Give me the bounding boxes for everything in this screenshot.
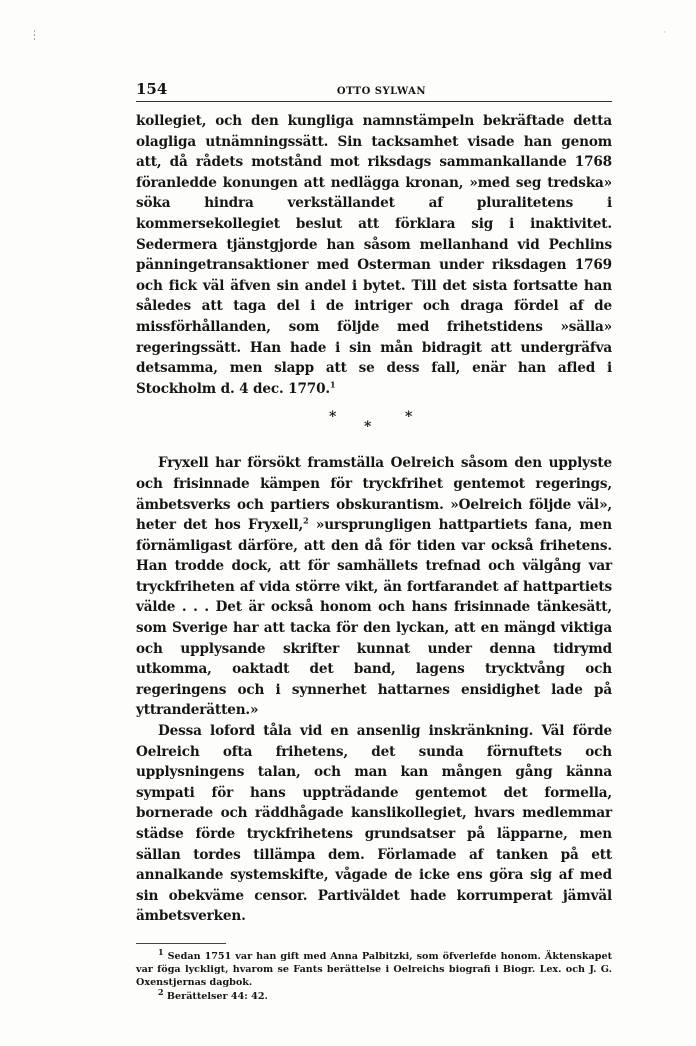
paragraph-1: kollegiet, och den kungliga namnstämpeln bekräftade detta olagliga utnämningssätt. Sin tacksamhet visade han genom att, då rådets motstånd mot riksdags sammankallande 1768 föranledde konungen att nedlägga kronan, »med seg tredska» söka hindra verkställandet af pluralitetens i kommersekollegiet beslut att förklara sig i inaktivitet. Sedermera tjänstgjorde han såsom mellanhand vid Pechlins pänningetransaktioner med Osterman under riksdagen 1769 och fick väl äfven sin andel i bytet. Till det sista fortsatte han således att taga del i de intriger och draga fördel af de missförhållanden, som följde med frihetstidens »sälla» regeringssätt. Han hade i sin mån bidragit att undergräfva detsamma, men slapp att se dess fall, enär han afled i Stockholm d. 4 dec. 1770.$^1$ bbox=[136, 113, 612, 397]
page-header bbox=[136, 80, 612, 102]
footnote-2: $^2$ Berättelser 44: 42. bbox=[158, 986, 268, 1002]
footnote-rule bbox=[136, 943, 226, 944]
scan-corner-mark: · bbox=[663, 28, 666, 37]
asterism-star-1: * bbox=[329, 409, 337, 426]
asterism-star-2: * bbox=[364, 419, 372, 436]
asterism bbox=[136, 403, 612, 447]
body-text bbox=[136, 111, 612, 927]
footnote-ref-1: 1 bbox=[329, 379, 336, 390]
book-page bbox=[136, 80, 612, 1003]
scan-margin-marks bbox=[34, 30, 37, 40]
page-number: 154 bbox=[136, 80, 168, 98]
footnote-ref-2: 2 bbox=[303, 515, 309, 526]
footnotes bbox=[136, 946, 612, 1003]
paragraph-2: Fryxell har försökt framställa Oelreich såsom den upplyste och frisinnade kämpen för tryckfrihet gentemot regerings, ämbetsverks och partiers obskurantism. »Oelreich följde väl», heter det hos Fryxell,$^2$ »ursprungligen hattpartiets fana, men förnämligast därföre, att den då för tiden var också frihetens. Han trodde dock, att för samhällets trefnad och välgång var tryckfriheten af vida större vikt, än fortfarandet af hattpartiets välde . . . Det är också honom och hans frisinnade tänkesätt, som Sverige har att tacka för den lyckan, att en mängd viktiga och upplysande skrifter kunnat under denna tidrymd utkomma, oaktadt det band, lagens trycktvång och regeringens och i synnerhet hattarnes ensidighet lade på yttranderätten.» bbox=[136, 455, 612, 719]
paragraph-3: Dessa loford tåla vid en ansenlig inskränkning. Väl förde Oelreich ofta frihetens, det sunda förnuftets och upplysningens talan, och man kan mången gång känna sympati för hans uppträdande gentemot det formella, bornerade och räddhågade kanslikollegiet, hvars medlemmar städse förde tryckfrihetens grundsatser på läpparne, men sällan tordes tillämpa dem. Förlamade af tanken på ett annalkande systemskifte, vågade de icke ens göra sig af med sin obekväme censor. Partiväldet hade korrumperat jämväl ämbetsverken. bbox=[136, 723, 612, 925]
footnote-1: $^1$ Sedan 1751 var han gift med Anna Palbitzki, som öfverlefde honom. Äktenskapet var föga lyckligt, hvarom se Fants berättelse i Oelreichs biografi i Biogr. Lex. och J. G. Oxenstjernas dagbok. bbox=[136, 946, 612, 989]
running-head: OTTO SYLWAN bbox=[336, 86, 426, 97]
asterism-star-3: * bbox=[405, 409, 413, 426]
